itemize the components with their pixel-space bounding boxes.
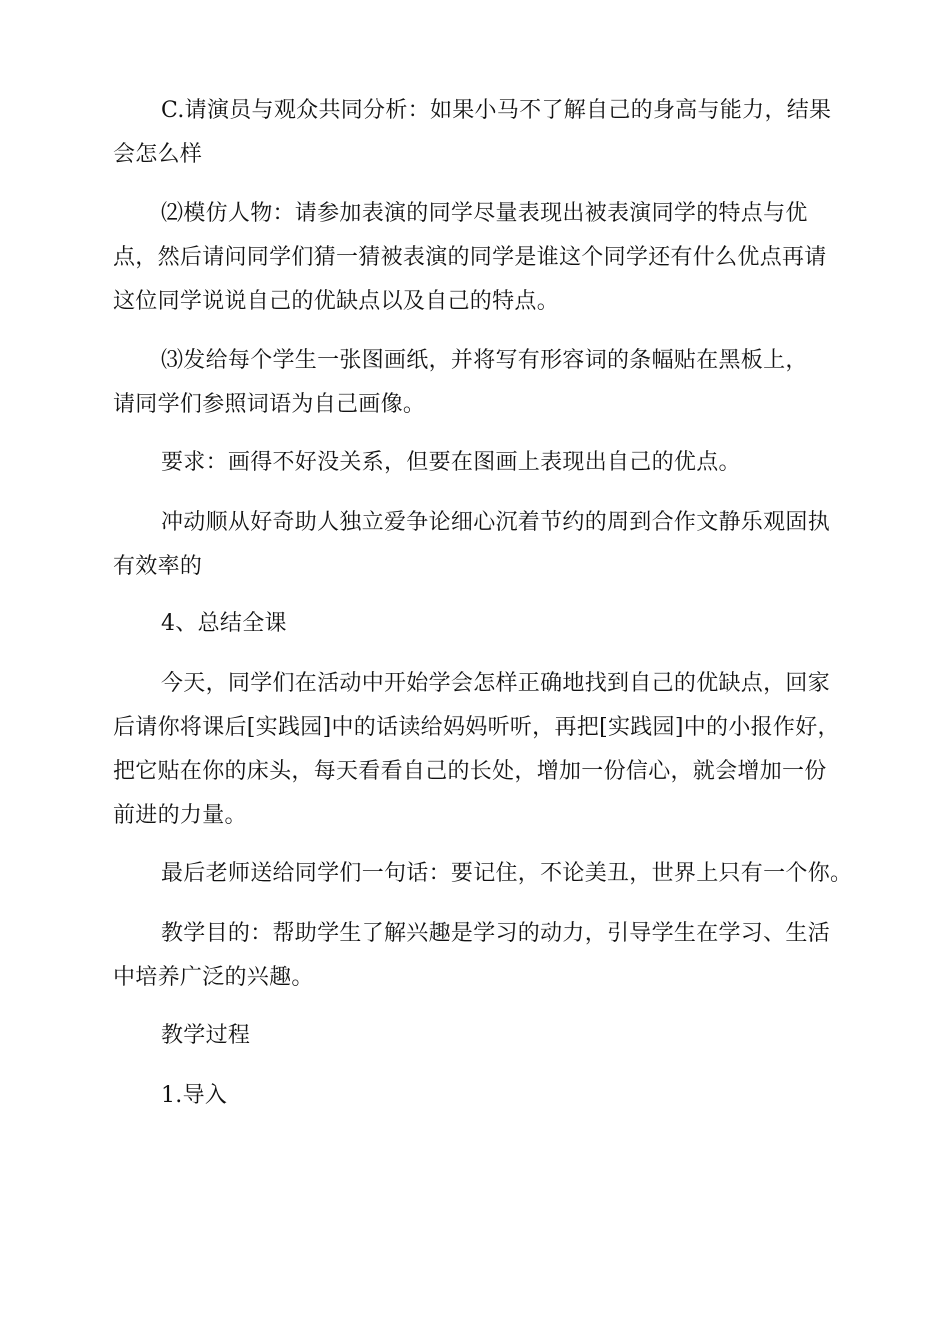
text-line: 点，然后请问同学们猜一猜被表演的同学是谁这个同学还有什么优点再请 (113, 245, 827, 270)
paragraph-teacher-quote (113, 852, 853, 896)
paragraph-requirement (113, 441, 843, 485)
text-line: 1.导入 (161, 1083, 228, 1108)
paragraph-adjectives (113, 501, 843, 589)
text-line: 教学过程 (161, 1023, 251, 1048)
section-heading-summary (113, 602, 843, 646)
section-heading-process (113, 1014, 843, 1058)
text-line: 请同学们参照词语为自己画像。 (113, 392, 426, 417)
paragraph-imitate-characters (113, 192, 843, 324)
text-line: 4、总结全课 (161, 611, 287, 636)
text-line: 冲动顺从好奇助人独立爱争论细心沉着节约的周到合作文静乐观固执 (161, 510, 831, 535)
section-heading-intro (113, 1074, 843, 1118)
paragraph-teaching-goal (113, 912, 843, 1000)
text-line: 有效率的 (113, 554, 203, 579)
paragraph-today (113, 662, 843, 838)
text-line: 中培养广泛的兴趣。 (113, 965, 314, 990)
text-line: 教学目的：帮助学生了解兴趣是学习的动力，引导学生在学习、生活 (161, 921, 831, 946)
text-line: 今天，同学们在活动中开始学会怎样正确地找到自己的优缺点，回家 (161, 671, 831, 696)
text-line: ⑶发给每个学生一张图画纸，并将写有形容词的条幅贴在黑板上， (161, 348, 808, 373)
text-line: 要求：画得不好没关系，但要在图画上表现出自己的优点。 (161, 450, 741, 475)
text-line: 后请你将课后[实践园]中的话读给妈妈听听，再把[实践园]中的小报作好， (113, 715, 840, 740)
text-line: ⑵模仿人物：请参加表演的同学尽量表现出被表演同学的特点与优 (161, 201, 808, 226)
text-line: 前进的力量。 (113, 803, 247, 828)
text-line: 会怎么样 (113, 142, 203, 167)
text-line: 把它贴在你的床头，每天看看自己的长处，增加一份信心，就会增加一份 (113, 759, 827, 784)
text-line: 最后老师送给同学们一句话：要记住，不论美丑，世界上只有一个你。 (161, 861, 853, 886)
paragraph-drawing-paper (113, 339, 843, 427)
text-line: C.请演员与观众共同分析：如果小马不了解自己的身高与能力，结果 (161, 98, 832, 123)
text-line: 这位同学说说自己的优缺点以及自己的特点。 (113, 289, 560, 314)
paragraph-analysis (113, 89, 843, 177)
